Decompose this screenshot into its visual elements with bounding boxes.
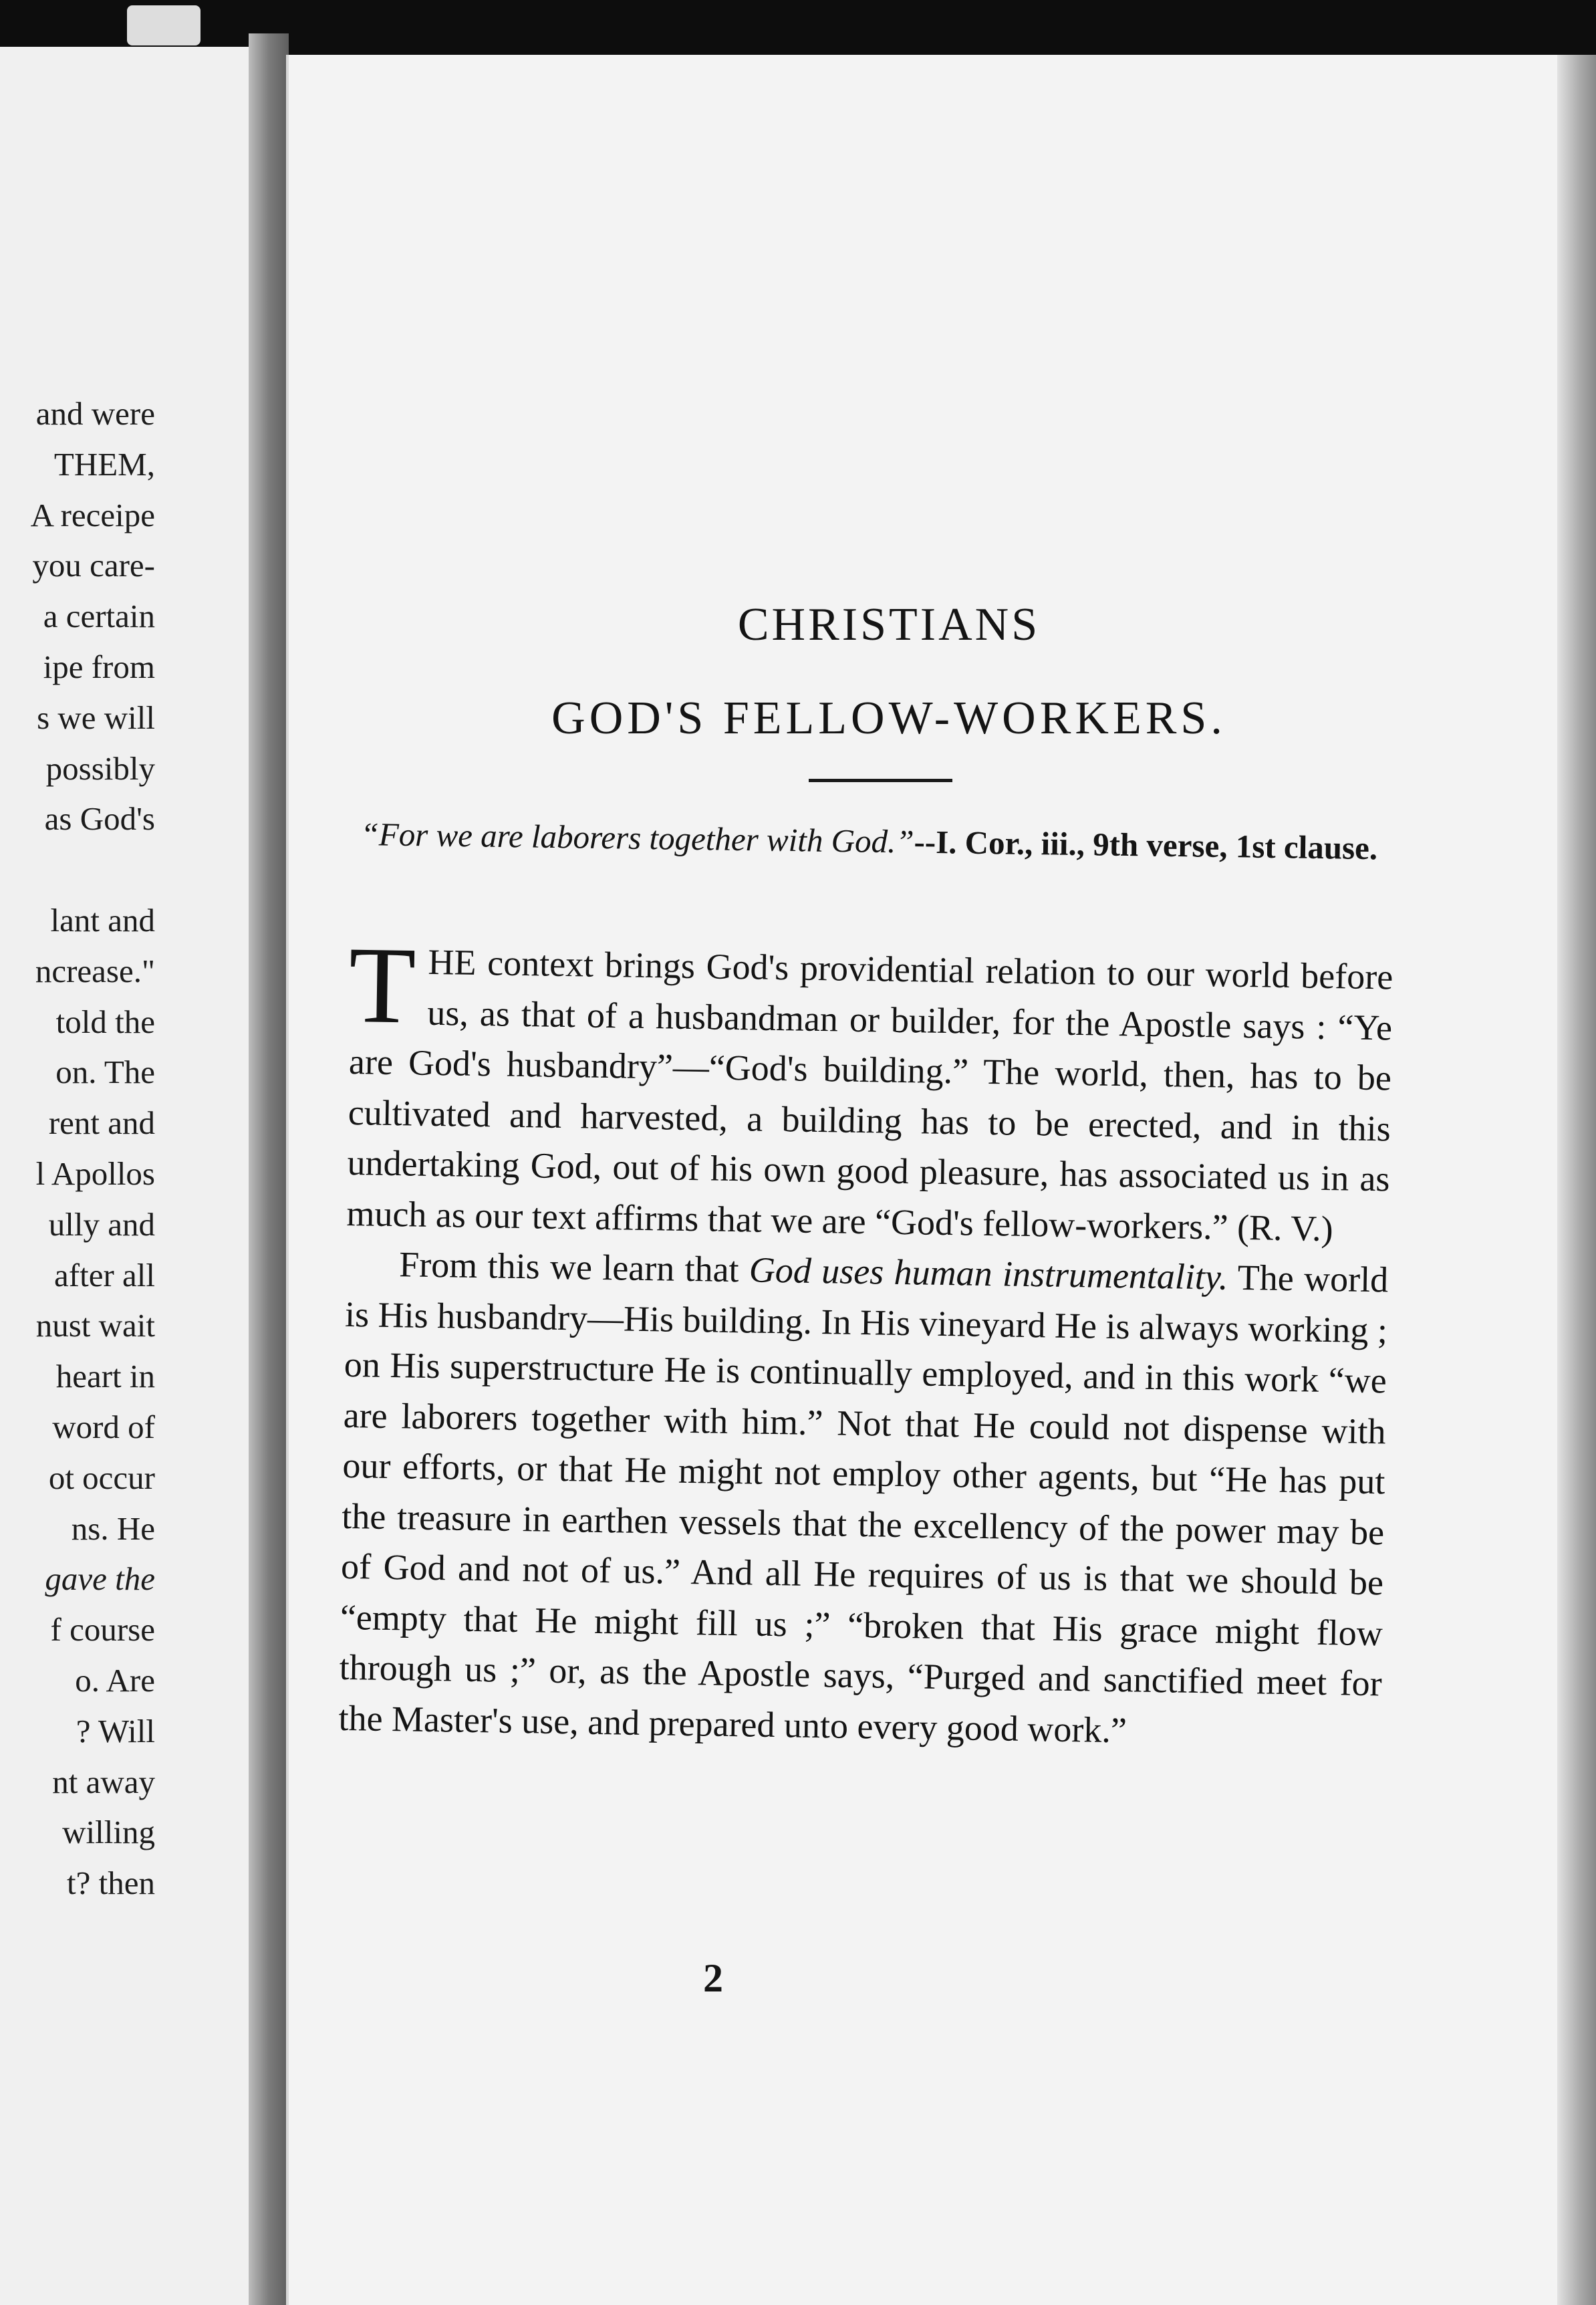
left-page-line: willing [62, 1814, 155, 1851]
paragraph-2-lead: From this we learn that [398, 1244, 750, 1290]
article-body [338, 924, 1393, 1760]
left-page-line: after all [54, 1256, 155, 1294]
left-page-line: ot occur [48, 1459, 155, 1496]
left-page-line: nt away [52, 1763, 155, 1800]
left-page-line: gave the [45, 1560, 155, 1598]
left-page-line: told the [55, 1003, 155, 1040]
title-line-1: CHRISTIANS [737, 599, 1041, 650]
paragraph-1-text: HE context brings God's providential relation to our world before us, as that of a husbandman or builder, for the Apostle says : “Ye are God's husbandry”—“God's building.” The world, then, has to be cultivated and harvested, a building has to be erected, and in this undertaking God, out of his own good pleasure, has associated us in as much as our text affirms that we are “God's fellow-workers.” (R. V.) [346, 941, 1393, 1249]
paragraph-2 [338, 1239, 1389, 1760]
left-page-line: s we will [37, 699, 155, 736]
title-line-2: GOD'S FELLOW-WORKERS. [551, 693, 1226, 744]
left-page-line: THEM, [53, 445, 155, 483]
left-page-line: a certain [43, 598, 155, 635]
left-page-line: nust wait [35, 1307, 155, 1344]
left-page-line: heart in [55, 1358, 155, 1395]
left-page-line: o. Are [75, 1662, 155, 1699]
left-page-line: on. The [55, 1054, 155, 1091]
paragraph-2-emphasis: God uses human instrumentality. [749, 1249, 1228, 1298]
paragraph-1 [346, 924, 1393, 1255]
left-page-line: t? then [67, 1864, 155, 1902]
left-page-line: ns. He [71, 1509, 155, 1547]
left-page-line: possibly [45, 749, 155, 787]
left-page-line: rent and [48, 1104, 155, 1142]
left-page-line: ipe from [43, 648, 155, 685]
left-page-line: ncrease." [35, 952, 155, 989]
title-rule [809, 779, 952, 782]
top-clip [127, 5, 201, 45]
left-page-line: ully and [48, 1205, 155, 1243]
epigraph-quote: “For we are laborers together with God.” [360, 816, 914, 860]
left-page-line: l Apollos [35, 1155, 155, 1192]
left-page-line: you care- [32, 547, 155, 584]
left-page-line: ? Will [76, 1712, 155, 1749]
page-number: 2 [703, 1956, 723, 2000]
drop-cap: T [348, 924, 417, 1047]
left-page-line: f course [50, 1611, 155, 1649]
left-page-line: A receipe [30, 496, 155, 533]
page-edge [1557, 55, 1596, 2305]
paragraph-2-text: The world is His husbandry—His building. In His vineyard He is always working ; on His superstructure He is continually employed, and in this work “we are laborers together with him.” Not that He could not dispense with our efforts, or that He might not employ other agents, but “He has put the treasure in earthen vessels that the excellency of the power may be of God and not of us.” And all He requires of us is that we should be “empty that He might fill us ;” “broken that His grace might flow through us ;” or, as the Apostle says, “Purged and sanctified meet for the Master's use, and prepared unto every good work.” [338, 1257, 1389, 1750]
left-page-line: and were [35, 395, 155, 432]
left-page-line: as God's [44, 800, 155, 838]
left-page-line: word of [52, 1409, 155, 1445]
left-page-line: lant and [50, 902, 155, 939]
epigraph-reference: --I. Cor., iii., 9th verse, 1st clause. [914, 823, 1378, 867]
book-gutter [249, 33, 289, 2305]
